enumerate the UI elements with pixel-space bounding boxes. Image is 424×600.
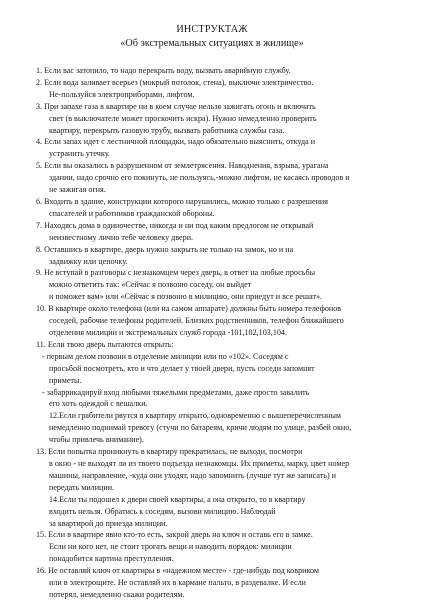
text-line: Не-пользуйся электроприборами, лифтом. (49, 90, 195, 99)
text-line: 12.Если грабители рвутся в квартиру открыто, одновременно с вышеперечисленным (49, 411, 342, 420)
text-line: соседей, рабочие телефоны родителей. Близких родственников, телефон ближайшего (49, 316, 344, 325)
text-line: Если ни кого нет, не стоит трогать вещи и наводить порядок: милиции (49, 542, 292, 551)
text-line: 5. Если вы оказались в разрушенном от землетрясения. Наводнения, взрыва, урагана (36, 161, 329, 170)
text-line: спасателей и работников гражданской обороны. (49, 209, 215, 218)
text-line: можно ответить так: «Сейчас я позвоню соседу, он выйдет (49, 280, 252, 289)
document-title: ИНСТРУКТАЖ (176, 24, 248, 35)
text-line: здании, надо срочно его покинуть, не пользуясь,-можно лифтом, не касаясь проводов и (49, 173, 350, 182)
document-subtitle: «Об экстремальных ситуациях в жилище» (120, 38, 304, 49)
text-line: понадобится картина преступления. (49, 554, 174, 563)
text-line: немедленно поднимай тревогу (стучи по батареям, кричи людям по улице, разбей окно, (49, 423, 352, 432)
text-line: 8. Оставшись в квартире, дверь нужно закрыть не только на замок, но и на (36, 245, 294, 254)
text-line: не зажигая огня. (49, 185, 106, 194)
text-line: приметы. (49, 376, 82, 385)
text-line: задвижку или цепочку. (49, 257, 128, 266)
text-line: или в электрощите. Не оставляй их в кармане пальто, в раздевалке. И если (49, 578, 306, 587)
text-line: 13. Если попытка проникнуть в квартиру прекратилась, не выходи, посмотри (36, 447, 303, 456)
text-line: его хоть одеждой с вешалки. (49, 399, 148, 408)
text-line: - первым делом позвони в отделение милиции или по «102». Соседям с (42, 352, 289, 361)
text-line: 11. Если твою дверь пытаются открыть: (36, 340, 174, 349)
text-line: устранить утечку. (49, 149, 110, 158)
text-line: передать милиции. (49, 483, 115, 492)
text-line: и поможет вам» или «Сейчас я позвоню в милицию, они приедут и все решат». (49, 292, 323, 301)
text-line: 9. Не вступай в разговоры с незнакомцем через дверь, в ответ на любые просьбы (36, 268, 316, 277)
text-line: потерял, немедленно скажи родителям. (49, 590, 185, 599)
text-line: 1. Если вас затопило, то надо перекрыть воду, вызвать аварийную службу. (36, 66, 291, 75)
text-line: отделения милиции и экстремальных служб города -101,102,103,104. (49, 328, 287, 337)
text-line: 10. В квартире около телефона (или на самом аппарате) должны быть номера телефонов (36, 304, 342, 313)
text-line: 7. Находясь дома в одиночестве, никогда и ни под каким предлогом не открывай (36, 221, 314, 230)
text-line: 4. Если запах идет с лестничной площадки, надо обязательно выяснить, откуда и (36, 137, 316, 146)
text-line: 14.Если ты подошел к двери своей квартиры, а она открыто, то в квартиру (49, 495, 306, 504)
text-line: за квартирой до приезда милиции. (49, 519, 168, 528)
text-line: свет (в выключателе может проскочить искра). Нужно немедленно проверить (49, 114, 317, 123)
text-line: просьбой посмотреть, кто и что делает у твоей двери, пусть соседи запомнят (49, 364, 315, 373)
text-line: машины, направление, -куда они уходят, надо запомнить (лучше тут же записать) и (49, 471, 336, 480)
text-line: 2. Если вода заливает всерьез (мокрый потолок, стена), выключи электричество. (36, 78, 314, 87)
text-line: 3. При запахе газа в квартире ни в коем случае нельзя зажигать огонь и включать (36, 102, 316, 111)
text-line: в окно - не выходят ли из твоего подъезда незнакомцы. Их приметы, марку, цвет номер (49, 459, 350, 468)
text-line: 6. Входить в здание, конструкции которого нарушились, можно только с разрешения (36, 197, 328, 206)
text-line: 16. Не оставляй ключ от квартиры в «надежном месте» - где-нибудь под ковриком (36, 566, 320, 575)
text-line: 15. Если в квартире явно кто-то есть, закрой дверь на ключ и оставь его в замке. (36, 530, 313, 539)
text-line: чтобы привлечь внимание). (49, 435, 144, 444)
text-line: входить нельзя. Обратись к соседям, вызови милицию. Наблюдай (49, 507, 276, 516)
text-line: неизвестному лично тебе человеку двери. (49, 233, 194, 242)
text-line: квартиру, перекрыть газовую трубу, вызвать работника службы газа. (49, 126, 285, 135)
text-line: - забаррикадируй вход любыми тяжелыми предметами, даже просто завалить (42, 388, 310, 397)
